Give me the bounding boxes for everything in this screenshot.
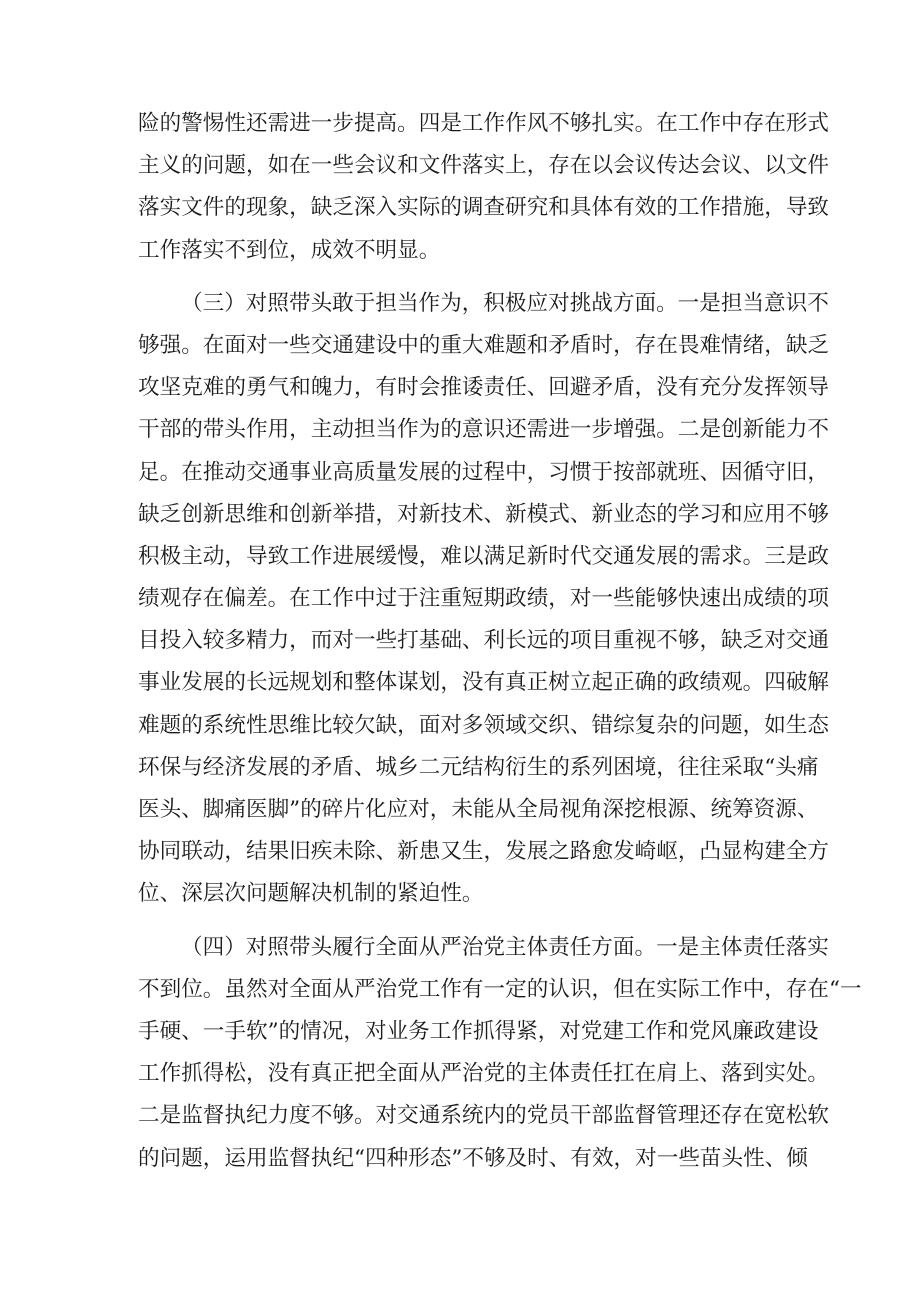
text-line: 缺乏创新思维和创新举措，对新技术、新模式、新业态的学习和应用不够 — [138, 501, 830, 527]
paragraph-spacer — [138, 272, 782, 283]
text-line: 的问题，运用监督执纪“四种形态”不够及时、有效，对一些苗头性、倾 — [138, 1145, 808, 1171]
text-line: 落实文件的现象，缺乏深入实际的调查研究和具体有效的工作措施，导致 — [138, 195, 830, 221]
text-line: 险的警惕性还需进一步提高。四是工作作风不够扎实。在工作中存在形式 — [138, 111, 830, 136]
text-line: 干部的带头作用，主动担当作为的意识还需进一步增强。二是创新能力不 — [138, 417, 830, 443]
text-line: 不到位。虽然对全面从严治党工作有一定的认识，但在实际工作中，存在“一 — [138, 976, 862, 1002]
text-line: 手硬、一手软”的情况，对业务工作抓得紧，对党建工作和党风廉政建设 — [138, 1018, 819, 1044]
text-line: 二是监督执纪力度不够。对交通系统内的党员干部监督管理还存在宽松软 — [138, 1103, 830, 1129]
paragraph-spacer — [138, 916, 782, 927]
text-line: 工作抓得松，没有真正把全面从严治党的主体责任扛在肩上、落到实处。 — [138, 1061, 830, 1087]
text-line: 够强。在面对一些交通建设中的重大难题和矛盾时，存在畏难情绪，缺乏 — [138, 332, 830, 358]
text-line: 事业发展的长远规划和整体谋划，没有真正树立起正确的政绩观。四破解 — [138, 670, 830, 696]
text-line: 足。在推动交通事业高质量发展的过程中，习惯于按部就班、因循守旧， — [138, 459, 830, 485]
text-line: 难题的系统性思维比较欠缺，面对多领域交织、错综复杂的问题，如生态 — [138, 712, 830, 738]
text-line: 主义的问题，如在一些会议和文件落实上，存在以会议传达会议、以文件 — [138, 153, 830, 179]
paragraph — [138, 103, 830, 272]
text-line: （三）对照带头敢于担当作为，积极应对挑战方面。一是担当意识不 — [181, 290, 829, 316]
text-line: 工作落实不到位，成效不明显。 — [138, 237, 441, 263]
text-line: （四）对照带头履行全面从严治党主体责任方面。一是主体责任落实 — [181, 934, 829, 960]
text-line: 医头、脚痛医脚”的碎片化应对，未能从全局视角深挖根源、统筹资源、 — [138, 797, 819, 822]
paragraph — [138, 927, 862, 1180]
text-line: 位、深层次问题解决机制的紧迫性。 — [138, 881, 484, 907]
text-line: 目投入较多精力，而对一些打基础、利长远的项目重视不够，缺乏对交通 — [138, 628, 830, 654]
text-line: 积极主动，导致工作进展缓慢，难以满足新时代交通发展的需求。三是政 — [138, 543, 830, 569]
document-body — [138, 103, 862, 1180]
text-line: 环保与经济发展的矛盾、城乡二元结构衍生的系列困境，往往采取“头痛 — [138, 754, 819, 780]
text-line: 协同联动，结果旧疾未除、新患又生，发展之路愈发崎岖，凸显构建全方 — [138, 839, 830, 865]
text-line: 绩观存在偏差。在工作中过于注重短期政绩，对一些能够快速出成绩的项 — [138, 586, 830, 612]
paragraph — [138, 283, 830, 916]
text-line: 攻坚克难的勇气和魄力，有时会推诿责任、回避矛盾，没有充分发挥领导 — [138, 375, 830, 401]
